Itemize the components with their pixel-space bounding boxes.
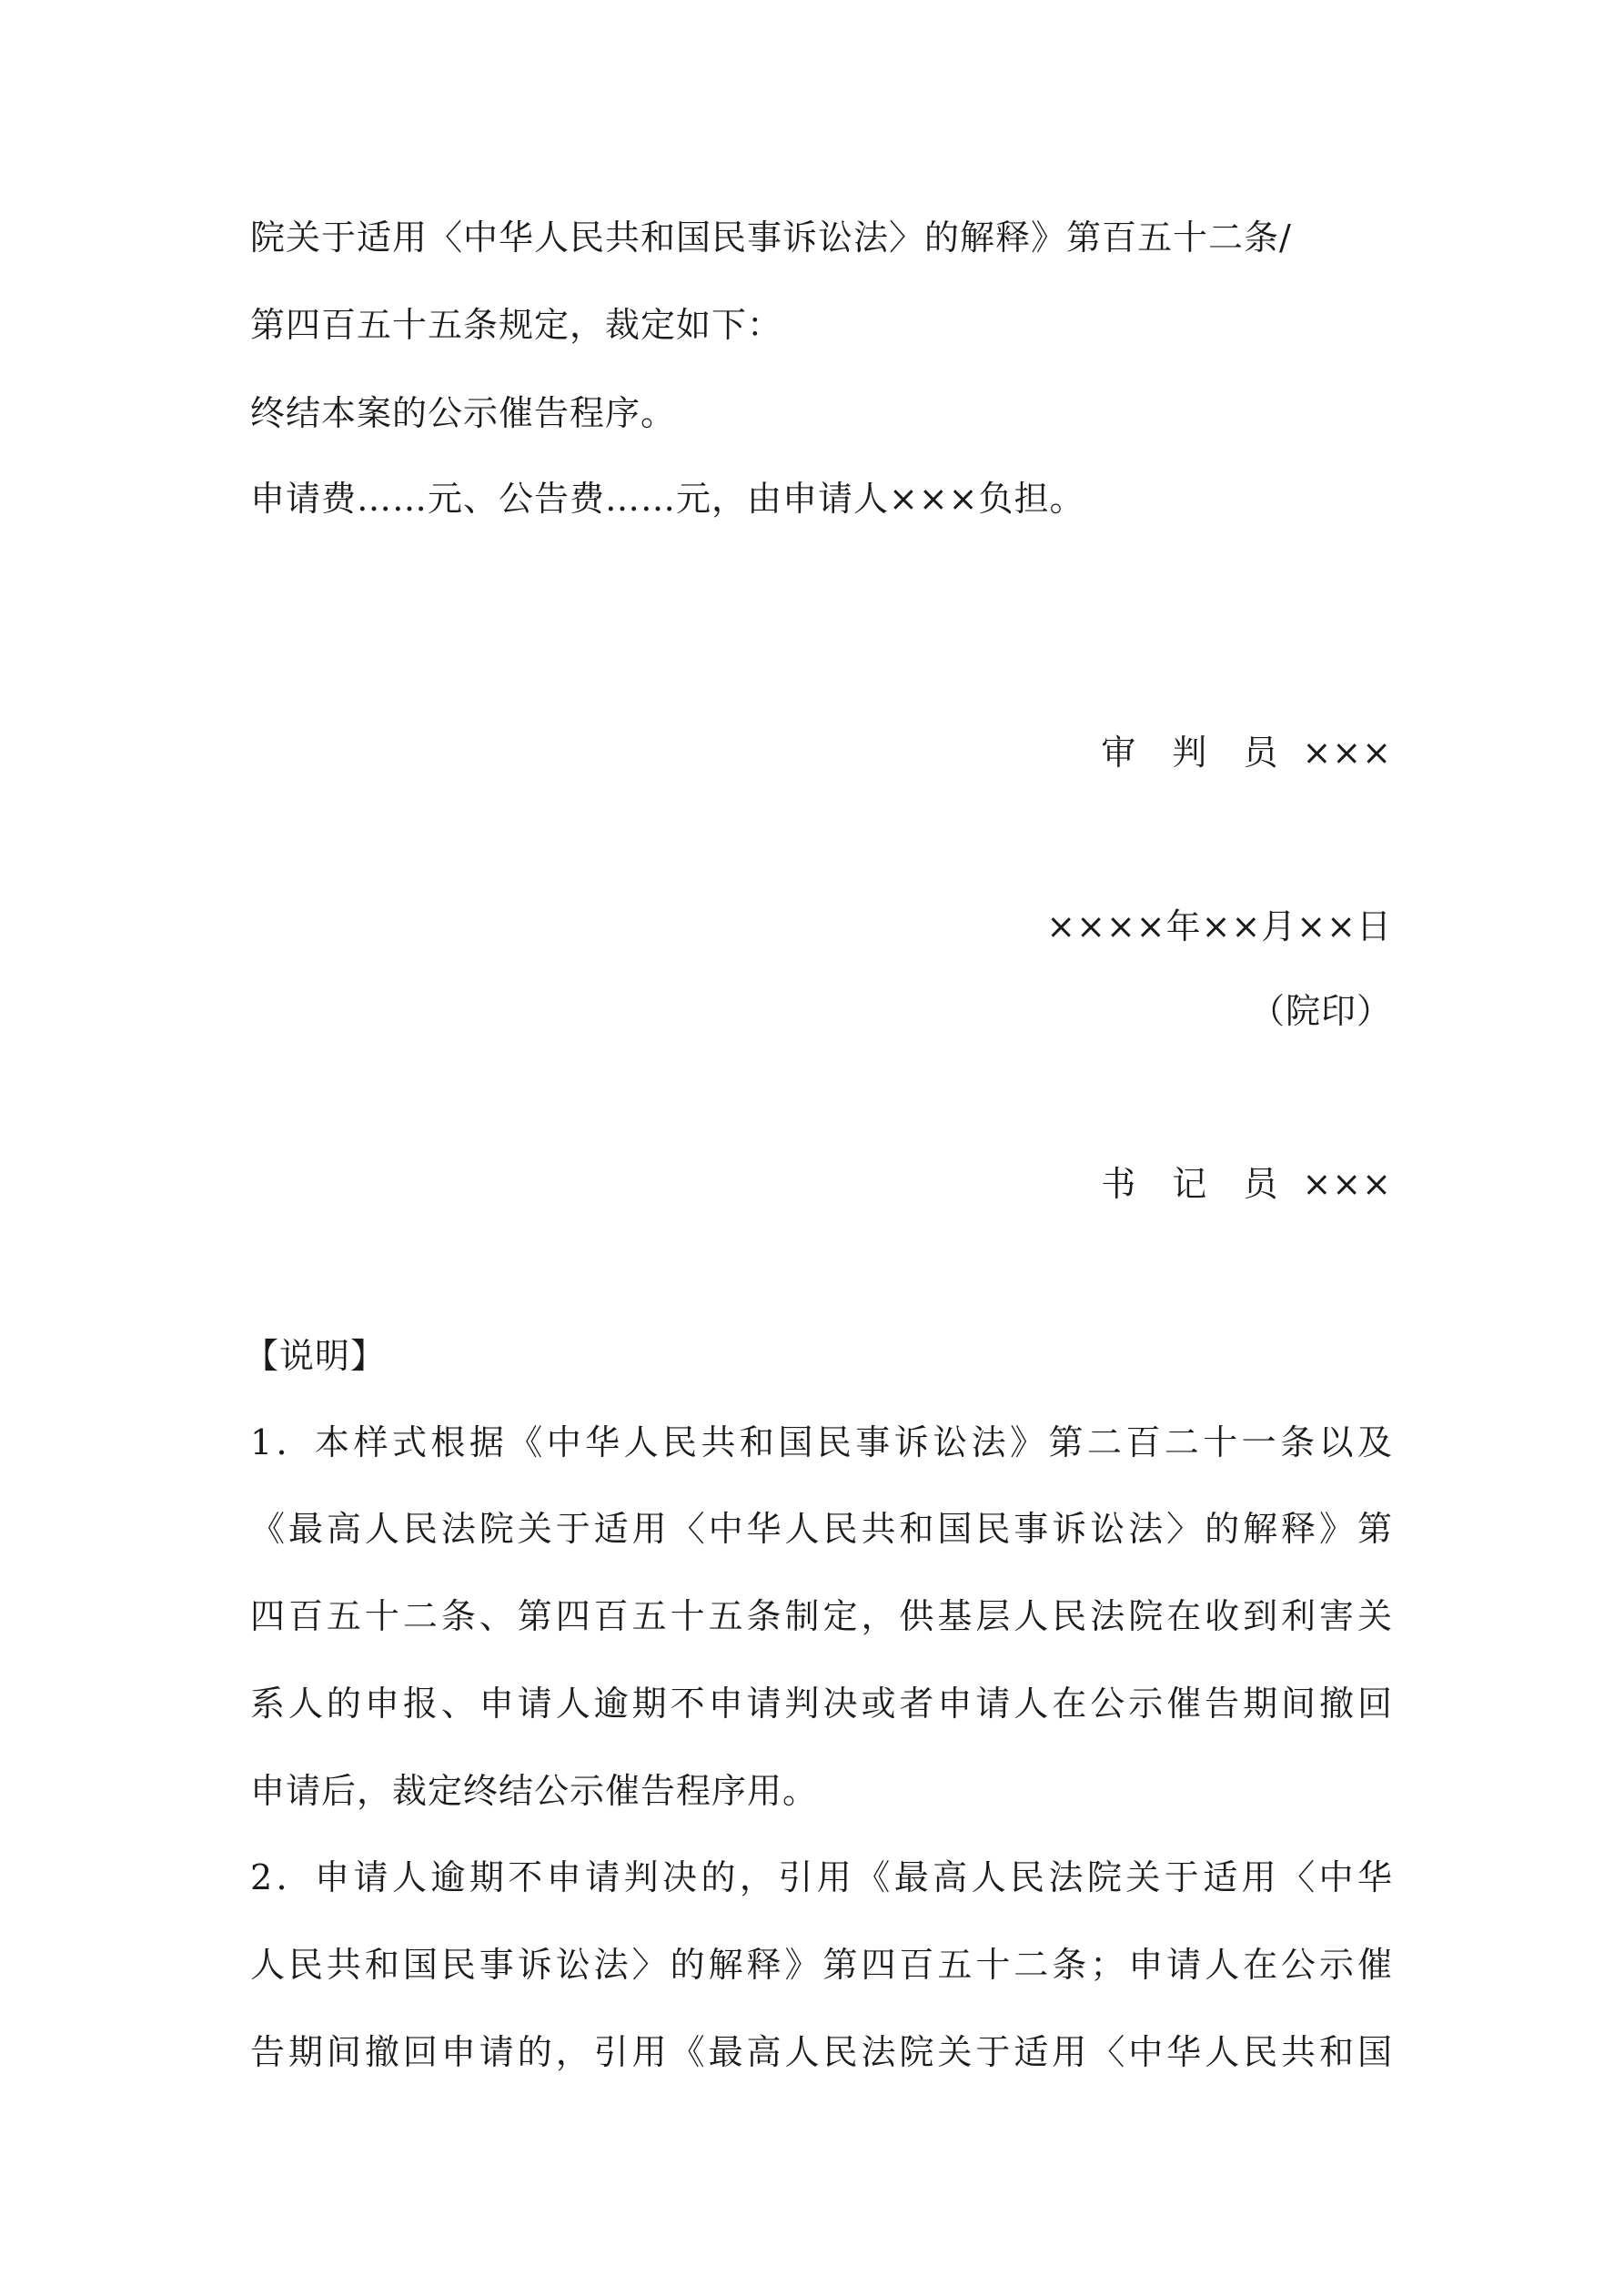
notes-line: 人民共和国民事诉讼法〉的解释》第四百五十二条；申请人在公示催 xyxy=(250,1945,1392,1985)
ruling-basis-line-2: 第四百五十五条规定，裁定如下： xyxy=(250,305,783,345)
notes-line: 1．本样式根据《中华人民共和国民事诉讼法》第二百二十一条以及 xyxy=(250,1422,1392,1462)
clerk-label: 书 记 员 xyxy=(1101,1164,1291,1204)
court-seal: （院印） xyxy=(1249,991,1392,1031)
clerk-signature xyxy=(1101,1162,1392,1206)
notes-line: 四百五十二条、第四百五十五条制定，供基层人民法院在收到利害关 xyxy=(250,1596,1392,1636)
clerk-name: ××× xyxy=(1302,1164,1392,1204)
notes-line: 申请后，裁定终结公示催告程序用。 xyxy=(250,1771,819,1811)
notes-line: 《最高人民法院关于适用〈中华人民共和国民事诉讼法〉的解释》第 xyxy=(250,1509,1392,1549)
ruling-basis-line-1: 院关于适用〈中华人民共和国民事诉讼法〉的解释》第百五十二条/ xyxy=(250,217,1292,258)
ruling-date: ××××年××月××日 xyxy=(1046,906,1392,946)
notes-line: 告期间撤回申请的，引用《最高人民法院关于适用〈中华人民共和国 xyxy=(250,2032,1392,2072)
judge-name: ××× xyxy=(1302,733,1392,773)
judge-label: 审 判 员 xyxy=(1101,733,1291,773)
notes-heading: 【说明】 xyxy=(244,1336,387,1376)
ruling-decision: 终结本案的公示催告程序。 xyxy=(250,393,677,433)
fee-statement: 申请费……元、公告费……元，由申请人×××负担。 xyxy=(250,479,1085,519)
notes-line: 系人的申报、申请人逾期不申请判决或者申请人在公示催告期间撤回 xyxy=(250,1684,1392,1724)
judge-signature xyxy=(1101,731,1392,774)
notes-line: 2．申请人逾期不申请判决的，引用《最高人民法院关于适用〈中华 xyxy=(250,1857,1392,1897)
